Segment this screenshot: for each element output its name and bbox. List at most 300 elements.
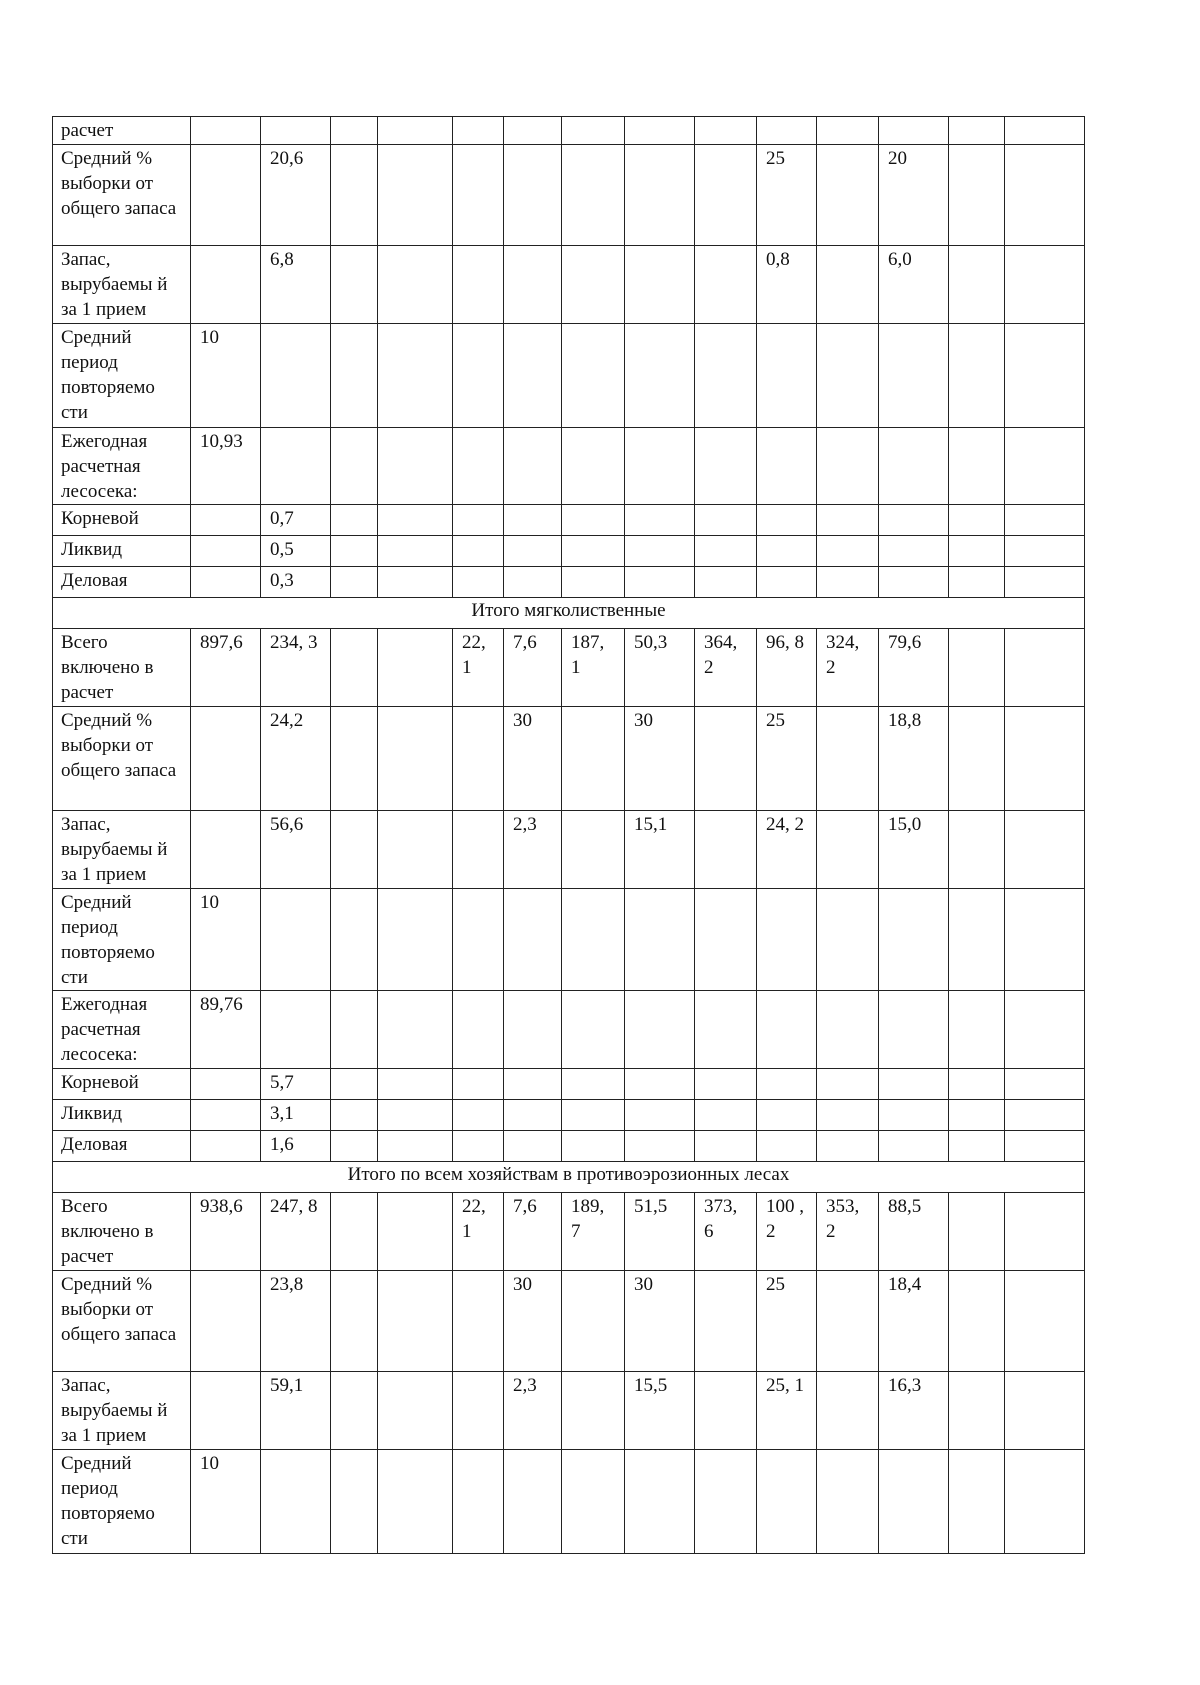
table-cell	[817, 889, 879, 991]
table-cell	[817, 536, 879, 567]
table-cell	[453, 811, 504, 889]
table-cell: 15,0	[879, 811, 949, 889]
table-cell	[625, 1069, 695, 1100]
table-cell	[331, 991, 378, 1069]
table-cell	[378, 707, 453, 811]
table-cell	[879, 1100, 949, 1131]
table-cell	[695, 1372, 757, 1450]
table-cell	[879, 505, 949, 536]
table-cell	[331, 505, 378, 536]
table-cell	[191, 117, 261, 145]
table-cell: 247, 8	[261, 1193, 331, 1271]
table-cell: 324, 2	[817, 629, 879, 707]
table-cell	[949, 324, 1005, 428]
row-label-cell: Корневой	[53, 1069, 191, 1100]
table-cell: 5,7	[261, 1069, 331, 1100]
table-cell: 2,3	[504, 1372, 562, 1450]
table-cell	[331, 1131, 378, 1162]
section-header-row	[53, 598, 1085, 629]
table-cell	[695, 707, 757, 811]
table-cell: 364, 2	[695, 629, 757, 707]
table-cell: 22, 1	[453, 1193, 504, 1271]
table-cell	[261, 428, 331, 505]
table-cell	[879, 567, 949, 598]
table-cell	[695, 117, 757, 145]
table-cell	[331, 567, 378, 598]
table-cell: 30	[504, 707, 562, 811]
table-cell	[453, 428, 504, 505]
table-cell: 6,0	[879, 246, 949, 324]
table-cell	[949, 629, 1005, 707]
table-cell: 16,3	[879, 1372, 949, 1450]
table-cell	[453, 246, 504, 324]
table-cell: 51,5	[625, 1193, 695, 1271]
table-cell: 2,3	[504, 811, 562, 889]
table-cell	[625, 991, 695, 1069]
table-cell	[562, 1131, 625, 1162]
table-cell	[1005, 629, 1085, 707]
table-cell	[1005, 707, 1085, 811]
table-cell: 10,93	[191, 428, 261, 505]
table-cell: 25	[757, 707, 817, 811]
table-cell	[378, 1372, 453, 1450]
table-cell	[191, 1372, 261, 1450]
table-cell: 30	[625, 1271, 695, 1372]
table-cell	[378, 1100, 453, 1131]
table-cell	[331, 246, 378, 324]
table-cell	[331, 811, 378, 889]
table-cell: 20,6	[261, 145, 331, 246]
row-label-cell: Деловая	[53, 567, 191, 598]
table-cell	[879, 117, 949, 145]
table-cell	[625, 1100, 695, 1131]
table-cell	[453, 991, 504, 1069]
row-label-cell: Запас, вырубаемы й за 1 прием	[53, 811, 191, 889]
table-cell	[504, 889, 562, 991]
table-cell	[378, 1131, 453, 1162]
table-cell	[378, 145, 453, 246]
table-row	[53, 811, 1085, 889]
table-row	[53, 536, 1085, 567]
table-cell: 22, 1	[453, 629, 504, 707]
table-cell	[817, 1271, 879, 1372]
table-cell	[757, 117, 817, 145]
table-cell: 187, 1	[562, 629, 625, 707]
table-cell	[562, 811, 625, 889]
table-cell	[562, 1372, 625, 1450]
table-cell	[757, 428, 817, 505]
table-cell	[757, 1100, 817, 1131]
table-cell	[879, 536, 949, 567]
table-cell	[625, 505, 695, 536]
table-cell	[453, 1100, 504, 1131]
table-body	[53, 117, 1085, 1554]
table-cell	[949, 117, 1005, 145]
row-label-cell: Деловая	[53, 1131, 191, 1162]
table-cell	[453, 1450, 504, 1554]
table-cell	[378, 889, 453, 991]
table-cell	[949, 1100, 1005, 1131]
table-cell	[453, 1131, 504, 1162]
table-cell	[261, 117, 331, 145]
table-cell	[504, 428, 562, 505]
table-cell	[1005, 428, 1085, 505]
row-label-cell: Средний % выборки от общего запаса	[53, 707, 191, 811]
table-cell	[562, 707, 625, 811]
row-label-cell: Запас, вырубаемы й за 1 прием	[53, 246, 191, 324]
table-cell	[378, 1271, 453, 1372]
table-cell	[757, 505, 817, 536]
table-cell: 96, 8	[757, 629, 817, 707]
table-cell: 10	[191, 324, 261, 428]
table-cell	[757, 536, 817, 567]
table-cell: 234, 3	[261, 629, 331, 707]
table-cell: 897,6	[191, 629, 261, 707]
table-row	[53, 629, 1085, 707]
table-cell	[625, 324, 695, 428]
table-row	[53, 567, 1085, 598]
table-cell	[1005, 505, 1085, 536]
table-cell: 79,6	[879, 629, 949, 707]
table-row	[53, 1450, 1085, 1554]
table-cell	[879, 1450, 949, 1554]
table-cell: 353, 2	[817, 1193, 879, 1271]
table-cell	[331, 1450, 378, 1554]
table-cell	[504, 324, 562, 428]
table-cell	[1005, 1271, 1085, 1372]
table-cell	[817, 1069, 879, 1100]
table-cell	[879, 991, 949, 1069]
table-cell	[949, 145, 1005, 246]
table-cell	[817, 707, 879, 811]
table-cell	[949, 536, 1005, 567]
table-cell	[331, 324, 378, 428]
table-cell	[504, 536, 562, 567]
table-cell	[1005, 145, 1085, 246]
table-row	[53, 991, 1085, 1069]
table-cell	[504, 1131, 562, 1162]
table-cell	[1005, 1069, 1085, 1100]
table-cell	[817, 428, 879, 505]
table-cell	[625, 428, 695, 505]
table-row	[53, 428, 1085, 505]
table-cell	[817, 324, 879, 428]
table-cell	[949, 428, 1005, 505]
table-cell	[562, 117, 625, 145]
table-row	[53, 145, 1085, 246]
table-cell	[817, 505, 879, 536]
table-cell	[191, 246, 261, 324]
table-cell	[1005, 889, 1085, 991]
table-cell	[378, 811, 453, 889]
table-cell	[817, 1100, 879, 1131]
table-cell	[1005, 324, 1085, 428]
table-cell	[504, 1450, 562, 1554]
row-label-cell: Корневой	[53, 505, 191, 536]
table-cell	[1005, 117, 1085, 145]
table-cell: 56,6	[261, 811, 331, 889]
row-label-cell: Средний % выборки от общего запаса	[53, 145, 191, 246]
table-cell	[695, 991, 757, 1069]
table-cell	[504, 145, 562, 246]
table-cell	[191, 145, 261, 246]
table-cell	[625, 117, 695, 145]
table-cell	[453, 117, 504, 145]
table-cell	[562, 991, 625, 1069]
table-cell	[191, 1131, 261, 1162]
table-cell	[1005, 1193, 1085, 1271]
table-cell	[1005, 536, 1085, 567]
table-cell	[695, 145, 757, 246]
table-cell	[879, 1131, 949, 1162]
table-cell	[757, 889, 817, 991]
table-cell	[191, 707, 261, 811]
table-cell: 59,1	[261, 1372, 331, 1450]
table-cell	[453, 567, 504, 598]
table-cell: 373, 6	[695, 1193, 757, 1271]
table-cell	[817, 145, 879, 246]
table-cell	[1005, 991, 1085, 1069]
table-row	[53, 1100, 1085, 1131]
table-cell	[453, 145, 504, 246]
table-cell	[331, 1271, 378, 1372]
table-cell	[562, 536, 625, 567]
table-cell	[562, 324, 625, 428]
table-cell	[757, 1131, 817, 1162]
row-label-cell: расчет	[53, 117, 191, 145]
table-cell	[625, 246, 695, 324]
table-cell	[1005, 246, 1085, 324]
table-cell	[695, 1131, 757, 1162]
table-cell	[504, 567, 562, 598]
table-cell	[378, 1069, 453, 1100]
table-cell: 0,3	[261, 567, 331, 598]
table-cell	[817, 1131, 879, 1162]
row-label-cell: Средний период повторяемо сти	[53, 889, 191, 991]
table-cell	[562, 145, 625, 246]
table-cell	[695, 246, 757, 324]
table-cell	[695, 1069, 757, 1100]
row-label-cell: Всего включено в расчет	[53, 629, 191, 707]
table-row	[53, 1069, 1085, 1100]
table-cell	[331, 1372, 378, 1450]
row-label-cell: Средний % выборки от общего запаса	[53, 1271, 191, 1372]
table-cell: 7,6	[504, 629, 562, 707]
table-cell	[562, 1450, 625, 1554]
table-cell	[378, 117, 453, 145]
table-cell: 24, 2	[757, 811, 817, 889]
table-cell	[331, 1100, 378, 1131]
table-cell: 0,5	[261, 536, 331, 567]
table-cell	[378, 246, 453, 324]
table-cell	[562, 567, 625, 598]
table-cell	[695, 536, 757, 567]
table-cell	[378, 1193, 453, 1271]
table-cell	[1005, 1450, 1085, 1554]
table-cell	[625, 1131, 695, 1162]
table-cell	[562, 428, 625, 505]
table-cell	[191, 1100, 261, 1131]
table-cell	[562, 505, 625, 536]
table-cell: 20	[879, 145, 949, 246]
table-cell	[949, 1193, 1005, 1271]
table-row	[53, 707, 1085, 811]
table-cell	[695, 1100, 757, 1131]
table-cell: 0,8	[757, 246, 817, 324]
table-cell	[949, 567, 1005, 598]
table-cell	[453, 889, 504, 991]
row-label-cell: Ежегодная расчетная лесосека:	[53, 428, 191, 505]
table-cell	[331, 629, 378, 707]
table-cell: 189, 7	[562, 1193, 625, 1271]
table-cell	[191, 1069, 261, 1100]
table-cell	[757, 567, 817, 598]
table-cell	[453, 1372, 504, 1450]
table-cell	[504, 1069, 562, 1100]
table-cell	[757, 324, 817, 428]
table-cell	[879, 428, 949, 505]
table-cell: 18,4	[879, 1271, 949, 1372]
table-cell: 18,8	[879, 707, 949, 811]
row-label-cell: Всего включено в расчет	[53, 1193, 191, 1271]
table-cell	[757, 991, 817, 1069]
data-table	[52, 116, 1085, 1554]
table-cell	[331, 117, 378, 145]
table-cell	[949, 246, 1005, 324]
table-cell: 7,6	[504, 1193, 562, 1271]
table-cell	[625, 1450, 695, 1554]
table-cell	[562, 1100, 625, 1131]
table-cell: 25	[757, 145, 817, 246]
table-cell	[949, 811, 1005, 889]
table-cell	[191, 811, 261, 889]
table-cell	[879, 324, 949, 428]
table-cell	[331, 536, 378, 567]
section-title: Итого по всем хозяйствам в противоэрозионных лесах	[53, 1162, 1085, 1193]
table-cell: 15,1	[625, 811, 695, 889]
table-row	[53, 889, 1085, 991]
table-cell	[504, 991, 562, 1069]
table-cell	[378, 324, 453, 428]
table-cell: 1,6	[261, 1131, 331, 1162]
row-label-cell: Запас, вырубаемы й за 1 прием	[53, 1372, 191, 1450]
table-cell	[331, 707, 378, 811]
table-cell	[378, 1450, 453, 1554]
section-title: Итого мягколиственные	[53, 598, 1085, 629]
table-cell	[504, 1100, 562, 1131]
table-cell	[331, 1193, 378, 1271]
row-label-cell: Ликвид	[53, 1100, 191, 1131]
table-cell	[453, 1271, 504, 1372]
table-cell: 10	[191, 1450, 261, 1554]
table-cell	[562, 1271, 625, 1372]
table-cell	[949, 991, 1005, 1069]
table-row	[53, 1193, 1085, 1271]
table-cell: 23,8	[261, 1271, 331, 1372]
table-cell	[331, 428, 378, 505]
table-cell	[261, 1450, 331, 1554]
row-label-cell: Ежегодная расчетная лесосека:	[53, 991, 191, 1069]
table-cell	[625, 889, 695, 991]
table-cell	[331, 889, 378, 991]
table-cell	[879, 1069, 949, 1100]
table-row	[53, 1271, 1085, 1372]
table-cell	[453, 707, 504, 811]
table-cell	[949, 1131, 1005, 1162]
table-cell: 88,5	[879, 1193, 949, 1271]
table-cell	[562, 1069, 625, 1100]
table-cell	[949, 1450, 1005, 1554]
table-cell	[504, 505, 562, 536]
table-cell	[261, 889, 331, 991]
table-row	[53, 505, 1085, 536]
table-cell	[453, 536, 504, 567]
table-cell	[879, 889, 949, 991]
table-cell: 25, 1	[757, 1372, 817, 1450]
table-cell: 0,7	[261, 505, 331, 536]
table-cell	[331, 145, 378, 246]
table-cell	[949, 889, 1005, 991]
table-cell	[817, 991, 879, 1069]
table-row	[53, 246, 1085, 324]
table-cell	[562, 246, 625, 324]
table-cell	[757, 1450, 817, 1554]
table-cell: 938,6	[191, 1193, 261, 1271]
table-row	[53, 1131, 1085, 1162]
table-cell	[453, 324, 504, 428]
table-cell: 6,8	[261, 246, 331, 324]
table-cell	[191, 1271, 261, 1372]
table-cell	[378, 428, 453, 505]
table-cell	[757, 1069, 817, 1100]
section-header-row	[53, 1162, 1085, 1193]
table-cell	[817, 117, 879, 145]
table-cell	[1005, 811, 1085, 889]
table-cell	[817, 246, 879, 324]
table-cell	[695, 567, 757, 598]
table-cell: 30	[625, 707, 695, 811]
table-cell: 24,2	[261, 707, 331, 811]
row-label-cell: Средний период повторяемо сти	[53, 324, 191, 428]
table-cell	[625, 536, 695, 567]
table-cell	[261, 991, 331, 1069]
table-row	[53, 324, 1085, 428]
table-cell	[817, 1372, 879, 1450]
table-cell	[949, 1069, 1005, 1100]
table-cell: 89,76	[191, 991, 261, 1069]
table-cell	[949, 1271, 1005, 1372]
table-cell	[695, 1450, 757, 1554]
table-cell	[949, 1372, 1005, 1450]
row-label-cell: Средний период повторяемо сти	[53, 1450, 191, 1554]
table-cell: 25	[757, 1271, 817, 1372]
table-cell	[1005, 1372, 1085, 1450]
table-cell	[191, 567, 261, 598]
table-cell	[191, 536, 261, 567]
table-cell	[331, 1069, 378, 1100]
table-cell	[949, 707, 1005, 811]
table-cell	[378, 536, 453, 567]
table-cell	[817, 811, 879, 889]
table-cell: 30	[504, 1271, 562, 1372]
table-cell	[817, 567, 879, 598]
table-cell	[817, 1450, 879, 1554]
table-cell	[504, 117, 562, 145]
table-cell	[625, 145, 695, 246]
table-cell	[1005, 567, 1085, 598]
table-cell	[261, 324, 331, 428]
table-row	[53, 1372, 1085, 1450]
